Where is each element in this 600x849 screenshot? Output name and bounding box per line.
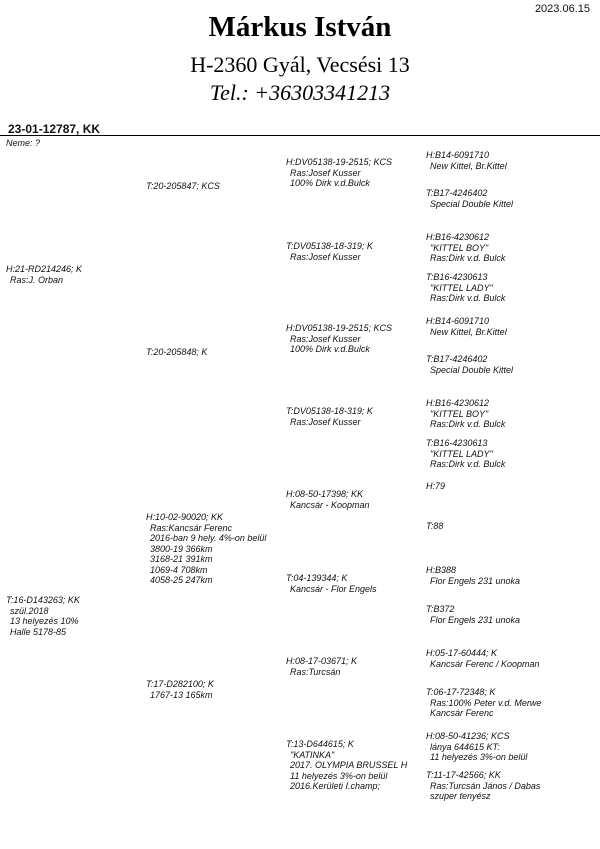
pedigree-detail-line: Ras:J. Orban <box>10 274 64 285</box>
pedigree-detail-line: 1767-13 165km <box>150 689 213 700</box>
pedigree-detail-line: 2016-ban 9 hely. 4%-on belül <box>150 533 267 543</box>
pedigree-detail-line: szül.2018 <box>10 605 49 616</box>
pedigree-ring-number: T:20-205848; K <box>146 347 208 357</box>
pedigree-detail-line: 1069-4 708km <box>150 564 208 575</box>
pedigree-detail-line: 100% Dirk v.d.Bulck <box>290 344 370 354</box>
owner-name: Márkus István <box>208 11 392 43</box>
pedigree-ring-number: T:88 <box>426 521 444 531</box>
pedigree-g4-12 <box>426 604 520 625</box>
pedigree-ring-number: T:DV05138-18-319; K <box>286 241 373 251</box>
pedigree-g4-10 <box>426 521 443 532</box>
pedigree-ring-number: T:04-139344; K <box>286 573 348 583</box>
pedigree-detail-line: 100% Dirk v.d.Bulck <box>290 178 370 188</box>
pedigree-dam-sire <box>146 512 266 586</box>
pedigree-g4-11 <box>426 565 520 586</box>
pedigree-ring-number: H:21-RD214246; K <box>6 264 83 274</box>
pedigree-ring-number: H:DV05138-19-2515; KCS <box>286 157 393 167</box>
pedigree-detail-line: Ras:Kancsár Ferenc <box>150 522 233 533</box>
pedigree-ring-number: T:B16-4230613 <box>426 438 488 448</box>
pedigree-g4-8 <box>426 438 505 470</box>
pedigree-ring-number: H:B16-4230612 <box>426 398 490 408</box>
pedigree-ring-number: T:20-205847; KCS <box>146 181 220 191</box>
pedigree-g4-15 <box>426 731 527 763</box>
print-date: 2023.06.15 <box>534 3 590 15</box>
pedigree-ring-number: T:17-D282100; K <box>146 679 214 689</box>
pedigree-detail-line: Ras:100% Peter v.d. Merwe <box>430 697 542 708</box>
pedigree-detail-line: New Kittel, Br.Kittel <box>430 160 507 171</box>
pedigree-g4-5 <box>426 316 507 337</box>
pedigree-ring-number: T:B17-4246402 <box>426 354 488 364</box>
pedigree-detail-line: Ras:Josef Kusser <box>290 333 361 344</box>
pedigree-ring-number: T:16-D143263; KK <box>6 595 80 605</box>
pedigree-detail-line: 11 helyezés 3%-on belül <box>290 770 388 781</box>
pedigree-detail-line: 2017. OLYMPIA BRUSSEL H <box>290 760 408 770</box>
pedigree-detail-line: "KITTEL LADY" <box>430 282 493 293</box>
pedigree-dam <box>6 595 80 637</box>
pedigree-detail-line: "KITTEL LADY" <box>430 448 493 459</box>
pedigree-detail-line: New Kittel, Br.Kittel <box>430 326 507 337</box>
pedigree-dam-dam <box>146 679 214 700</box>
pedigree-g4-16 <box>426 770 540 802</box>
pedigree-sire-sire <box>146 181 220 192</box>
pedigree-detail-line: Kancsár Ferenc <box>430 708 494 718</box>
pedigree-detail-line: 13 helyezés 10% <box>10 616 79 626</box>
pedigree-ring-number: T:B372 <box>426 604 455 614</box>
pedigree-g4-6 <box>426 354 513 375</box>
owner-phone: Tel.: +36303341213 <box>209 80 391 105</box>
pedigree-detail-line: Ras:Turcsán János / Dabas <box>430 780 541 791</box>
pedigree-detail-line: 11 helyezés 3%-on belül <box>430 752 528 762</box>
pedigree-detail-line: Ras:Dirk v.d. Bulck <box>430 293 506 303</box>
pedigree-detail-line: 3168-21 391km <box>150 554 213 564</box>
pedigree-detail-line: Ras:Dirk v.d. Bulck <box>430 459 506 469</box>
pedigree-ring-number: H:B388 <box>426 565 457 575</box>
pedigree-ring-number: T:DV05138-18-319; K <box>286 406 373 416</box>
pedigree-detail-line: 2016.Kerületi I.champ; <box>290 781 381 791</box>
pedigree-detail-line: Ras:Dirk v.d. Bulck <box>430 253 506 263</box>
pedigree-g4-2 <box>426 188 513 209</box>
pedigree-sire-dam <box>146 347 207 358</box>
pedigree-ring-number: H:B14-6091710 <box>426 316 490 326</box>
pedigree-detail-line: Ras:Turcsán <box>290 666 341 677</box>
pedigree-detail-line: szuper tenyész <box>430 791 491 801</box>
owner-address: H-2360 Gyál, Vecsési 13 <box>190 52 410 77</box>
pedigree-g4-14 <box>426 687 541 719</box>
pedigree-g3-1 <box>286 157 392 189</box>
pedigree-ring-number: H:08-50-41236; KCS <box>426 731 510 741</box>
pedigree-ring-number: H:79 <box>426 481 446 491</box>
pedigree-g4-9 <box>426 481 445 492</box>
pedigree-ring-number: T:13-D644615; K <box>286 739 354 749</box>
pedigree-detail-line: Ras:Josef Kusser <box>290 251 361 262</box>
pedigree-ring-number: H:08-17-03671; K <box>286 656 358 666</box>
pedigree-g4-13 <box>426 648 540 669</box>
subject-ring-number: 23-01-12787, KK <box>8 122 101 136</box>
subject-name-label: Neme: ? <box>6 138 41 148</box>
pedigree-ring-number: H:DV05138-19-2515; KCS <box>286 323 393 333</box>
pedigree-g4-7 <box>426 398 505 430</box>
pedigree-g3-3 <box>286 323 392 355</box>
pedigree-detail-line: 4058-25 247km <box>150 575 213 585</box>
pedigree-detail-line: Ras:Dirk v.d. Bulck <box>430 419 506 429</box>
pedigree-detail-line: Special Double Kittel <box>430 198 514 209</box>
pedigree-detail-line: Kancsár - Flor Engels <box>290 583 377 594</box>
pedigree-detail-line: Halle 5178-85 <box>10 626 67 637</box>
pedigree-detail-line: Special Double Kittel <box>430 364 514 375</box>
pedigree-detail-line: lánya 644615 KT: <box>430 741 500 752</box>
pedigree-g3-2 <box>286 241 373 262</box>
pedigree-ring-number: H:05-17-60444; K <box>426 648 498 658</box>
pedigree-detail-line: Ras:Josef Kusser <box>290 416 361 427</box>
pedigree-g3-4 <box>286 406 373 427</box>
pedigree-g4-3 <box>426 232 505 264</box>
pedigree-detail-line: Kancsár Ferenc / Koopman <box>430 658 540 669</box>
pedigree-g3-5 <box>286 489 370 510</box>
pedigree-sire <box>6 264 82 285</box>
pedigree-ring-number: H:08-50-17398; KK <box>286 489 364 499</box>
pedigree-ring-number: H:B14-6091710 <box>426 150 490 160</box>
pedigree-ring-number: T:B16-4230613 <box>426 272 488 282</box>
pedigree-g3-7 <box>286 656 357 677</box>
pedigree-ring-number: T:06-17-72348; K <box>426 687 496 697</box>
pedigree-detail-line: "KITTEL BOY" <box>430 242 489 253</box>
pedigree-ring-number: H:10-02-90020; KK <box>146 512 224 522</box>
header-divider <box>0 135 600 136</box>
pedigree-detail-line: 3800-19 366km <box>150 543 213 554</box>
pedigree-ring-number: T:B17-4246402 <box>426 188 488 198</box>
pedigree-detail-line: Flor Engels 231 unoka <box>430 575 521 586</box>
pedigree-detail-line: Kancsár - Koopman <box>290 499 370 510</box>
pedigree-g4-1 <box>426 150 507 171</box>
pedigree-ring-number: H:B16-4230612 <box>426 232 490 242</box>
pedigree-detail-line: Flor Engels 231 unoka <box>430 614 521 625</box>
pedigree-detail-line: Ras:Josef Kusser <box>290 167 361 178</box>
pedigree-g4-4 <box>426 272 505 304</box>
pedigree-ring-number: T:11-17-42566; KK <box>426 770 501 780</box>
pedigree-detail-line: "KITTEL BOY" <box>430 408 489 419</box>
pedigree-g3-8 <box>286 739 407 792</box>
pedigree-g3-6 <box>286 573 377 594</box>
pedigree-detail-line: "KATINKA" <box>290 749 335 760</box>
